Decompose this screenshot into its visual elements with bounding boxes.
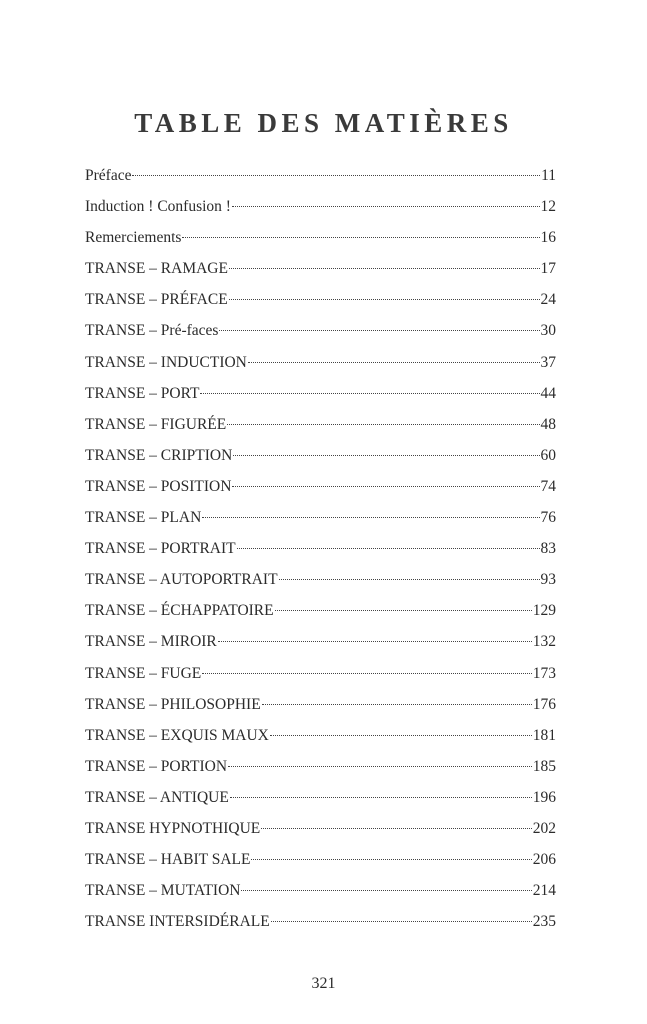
toc-entry <box>85 533 556 564</box>
toc-entry-label: TRANSE – RAMAGE <box>85 260 228 278</box>
toc-entry-page: 235 <box>532 913 556 931</box>
dot-leader <box>262 704 532 705</box>
dot-leader <box>228 766 532 767</box>
toc-entry-label: TRANSE – POSITION <box>85 477 232 495</box>
table-of-contents <box>85 160 556 937</box>
toc-entry-label: TRANSE – CRIPTION <box>85 446 233 464</box>
page-number: 321 <box>311 975 336 992</box>
page-title: TABLE DES MATIÈRES <box>134 108 513 138</box>
dot-leader <box>261 828 532 829</box>
toc-entry-label: TRANSE – PRÉFACE <box>85 291 228 309</box>
toc-entry <box>85 720 556 751</box>
toc-entry-page: 185 <box>532 757 556 775</box>
toc-entry <box>85 191 556 222</box>
toc-entry <box>85 502 556 533</box>
toc-entry <box>85 378 556 409</box>
dot-leader <box>132 175 540 176</box>
toc-entry-page: 181 <box>532 726 556 744</box>
dot-leader <box>229 268 540 269</box>
dot-leader <box>279 579 540 580</box>
toc-entry-label: TRANSE – PHILOSOPHIE <box>85 695 261 713</box>
toc-entry-label: TRANSE – EXQUIS MAUX <box>85 726 269 744</box>
dot-leader <box>251 859 531 860</box>
toc-entry <box>85 875 556 906</box>
dot-leader <box>202 517 539 518</box>
toc-entry <box>85 222 556 253</box>
toc-entry-page: 44 <box>540 384 556 402</box>
toc-entry-page: 17 <box>540 260 556 278</box>
toc-entry <box>85 782 556 813</box>
dot-leader <box>271 921 532 922</box>
toc-entry-page: 74 <box>540 477 556 495</box>
toc-entry-label: TRANSE – FIGURÉE <box>85 415 227 433</box>
toc-entry <box>85 751 556 782</box>
dot-leader <box>275 610 532 611</box>
dot-leader <box>232 206 540 207</box>
toc-entry <box>85 626 556 657</box>
toc-entry <box>85 564 556 595</box>
dot-leader <box>219 330 539 331</box>
toc-entry-page: 93 <box>540 571 556 589</box>
toc-entry <box>85 347 556 378</box>
toc-entry-page: 206 <box>532 851 556 869</box>
toc-entry <box>85 658 556 689</box>
toc-entry-page: 60 <box>540 446 556 464</box>
toc-entry-page: 76 <box>540 509 556 527</box>
toc-entry-label: TRANSE – Pré-faces <box>85 322 219 340</box>
toc-entry <box>85 160 556 191</box>
toc-entry-page: 214 <box>532 882 556 900</box>
dot-leader <box>182 237 539 238</box>
toc-entry-page: 11 <box>541 167 556 184</box>
toc-entry-label: TRANSE HYPNOTHIQUE <box>85 819 261 837</box>
toc-entry-page: 12 <box>540 198 556 216</box>
toc-entry-page: 176 <box>532 695 556 713</box>
toc-entry <box>85 409 556 440</box>
toc-entry-page: 173 <box>532 664 556 682</box>
dot-leader <box>232 486 539 487</box>
toc-entry-page: 48 <box>540 415 556 433</box>
toc-entry-page: 129 <box>532 602 556 620</box>
toc-entry-label: TRANSE – PORT <box>85 384 200 402</box>
toc-entry-label: TRANSE INTERSIDÉRALE <box>85 913 270 931</box>
dot-leader <box>218 641 532 642</box>
dot-leader <box>233 455 539 456</box>
dot-leader <box>200 393 539 394</box>
dot-leader <box>227 424 539 425</box>
toc-entry-label: TRANSE – MIROIR <box>85 633 217 651</box>
dot-leader <box>230 797 532 798</box>
toc-entry-label: TRANSE – HABIT SALE <box>85 851 251 869</box>
toc-entry <box>85 906 556 937</box>
toc-entry-label: Préface <box>85 167 132 184</box>
toc-entry-label: Remerciements <box>85 229 182 247</box>
toc-entry-page: 83 <box>540 540 556 558</box>
toc-entry-label: Induction ! Confusion ! <box>85 198 231 216</box>
toc-entry <box>85 689 556 720</box>
dot-leader <box>270 735 532 736</box>
toc-entry <box>85 595 556 626</box>
toc-entry-page: 24 <box>540 291 556 309</box>
toc-entry <box>85 471 556 502</box>
toc-entry-label: TRANSE – PORTRAIT <box>85 540 236 558</box>
toc-entry <box>85 440 556 471</box>
toc-entry-label: TRANSE – ANTIQUE <box>85 788 229 806</box>
toc-entry-page: 202 <box>532 819 556 837</box>
toc-entry <box>85 813 556 844</box>
dot-leader <box>248 362 540 363</box>
toc-entry-page: 196 <box>532 788 556 806</box>
dot-leader <box>237 548 540 549</box>
toc-entry <box>85 284 556 315</box>
toc-entry-label: TRANSE – PORTION <box>85 757 228 775</box>
toc-entry-page: 37 <box>540 353 556 371</box>
toc-entry-page: 132 <box>532 633 556 651</box>
toc-entry-label: TRANSE – ÉCHAPPATOIRE <box>85 602 274 620</box>
dot-leader <box>202 673 531 674</box>
toc-entry-label: TRANSE – AUTOPORTRAIT <box>85 571 278 589</box>
toc-entry-page: 16 <box>540 229 556 247</box>
toc-entry-label: TRANSE – FUGE <box>85 664 202 682</box>
toc-entry <box>85 253 556 284</box>
toc-entry-label: TRANSE – MUTATION <box>85 882 241 900</box>
toc-entry <box>85 844 556 875</box>
toc-entry <box>85 315 556 346</box>
toc-entry-page: 30 <box>540 322 556 340</box>
dot-leader <box>241 890 531 891</box>
toc-entry-label: TRANSE – INDUCTION <box>85 353 247 371</box>
toc-entry-label: TRANSE – PLAN <box>85 509 202 527</box>
dot-leader <box>229 299 540 300</box>
